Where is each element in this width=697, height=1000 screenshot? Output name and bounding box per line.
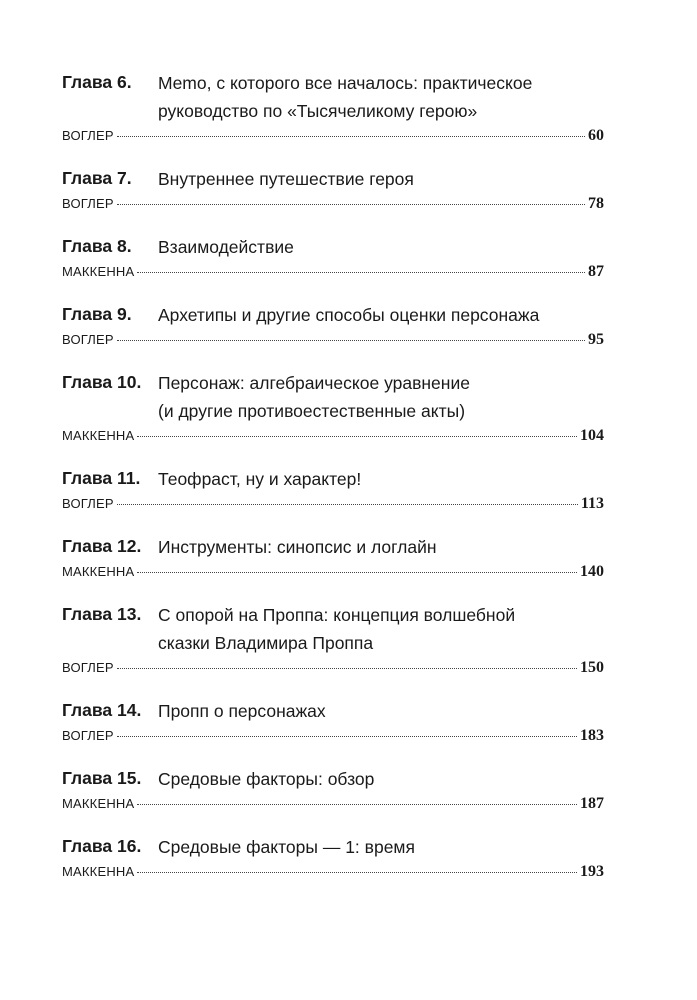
chapter-title bbox=[158, 833, 604, 861]
chapter-label: Глава 13. bbox=[62, 604, 142, 624]
chapter-title-line: Взаимодействие bbox=[158, 237, 294, 257]
chapter-line bbox=[62, 165, 604, 193]
chapter-author: ВОГЛЕР bbox=[62, 196, 114, 211]
dot-leader bbox=[117, 340, 585, 341]
page-number: 87 bbox=[588, 263, 604, 280]
chapter-title-line: Memo, с которого все началось: практическое bbox=[158, 73, 533, 93]
chapter-author: МАККЕННА bbox=[62, 264, 135, 279]
author-line bbox=[62, 495, 604, 519]
chapter-title-line: Персонаж: алгебраическое уравнение bbox=[158, 373, 470, 393]
chapter-title bbox=[158, 165, 604, 193]
chapter-label: Глава 7. bbox=[62, 168, 132, 188]
chapter-title bbox=[158, 765, 604, 793]
page-number: 95 bbox=[588, 331, 604, 348]
dot-leader bbox=[137, 572, 577, 573]
chapter-title-line: Инструменты: синопсис и логлайн bbox=[158, 537, 437, 557]
chapter-label: Глава 15. bbox=[62, 768, 142, 788]
dot-leader bbox=[137, 436, 577, 437]
page-number: 113 bbox=[580, 495, 604, 512]
toc-entry bbox=[62, 69, 604, 151]
chapter-author: МАККЕННА bbox=[62, 796, 135, 811]
chapter-title bbox=[158, 69, 604, 125]
chapter-title bbox=[158, 533, 604, 561]
chapter-author: МАККЕННА bbox=[62, 428, 135, 443]
page-number: 140 bbox=[580, 563, 604, 580]
author-line bbox=[62, 331, 604, 355]
chapter-line bbox=[62, 465, 604, 493]
toc-entry bbox=[62, 465, 604, 519]
chapter-title-line: Теофраст, ну и характер! bbox=[158, 469, 362, 489]
dot-leader bbox=[117, 504, 578, 505]
dot-leader bbox=[117, 736, 577, 737]
chapter-line bbox=[62, 369, 604, 425]
chapter-line bbox=[62, 833, 604, 861]
author-line bbox=[62, 195, 604, 219]
chapter-title bbox=[158, 233, 604, 261]
toc-entry bbox=[62, 233, 604, 287]
chapter-line bbox=[62, 697, 604, 725]
toc-entry bbox=[62, 369, 604, 451]
author-line bbox=[62, 263, 604, 287]
chapter-author: МАККЕННА bbox=[62, 864, 135, 879]
toc-entry bbox=[62, 697, 604, 751]
chapter-line bbox=[62, 301, 604, 329]
chapter-title-line: Архетипы и другие способы оценки персонажа bbox=[158, 305, 540, 325]
chapter-author: ВОГЛЕР bbox=[62, 496, 114, 511]
author-line bbox=[62, 127, 604, 151]
author-line bbox=[62, 427, 604, 451]
toc-entry bbox=[62, 165, 604, 219]
chapter-title-line: руководство по «Тысячеликому герою» bbox=[158, 101, 478, 121]
chapter-line bbox=[62, 69, 604, 125]
chapter-title-line: сказки Владимира Проппа bbox=[158, 633, 374, 653]
chapter-title-line: Средовые факторы: обзор bbox=[158, 769, 375, 789]
author-line bbox=[62, 727, 604, 751]
chapter-author: ВОГЛЕР bbox=[62, 728, 114, 743]
page-number: 193 bbox=[580, 863, 604, 880]
page-number: 187 bbox=[580, 795, 604, 812]
toc-entry bbox=[62, 833, 604, 887]
author-line bbox=[62, 795, 604, 819]
table-of-contents bbox=[62, 69, 604, 901]
chapter-author: ВОГЛЕР bbox=[62, 128, 114, 143]
chapter-title-line: Средовые факторы — 1: время bbox=[158, 837, 415, 857]
toc-entry bbox=[62, 533, 604, 587]
page-number: 78 bbox=[588, 195, 604, 212]
dot-leader bbox=[117, 668, 577, 669]
chapter-title bbox=[158, 465, 604, 493]
chapter-label: Глава 16. bbox=[62, 836, 142, 856]
chapter-title bbox=[158, 301, 604, 329]
chapter-title bbox=[158, 697, 604, 725]
chapter-title-line: Внутреннее путешествие героя bbox=[158, 169, 414, 189]
chapter-title bbox=[158, 369, 604, 425]
toc-entry bbox=[62, 301, 604, 355]
chapter-label: Глава 14. bbox=[62, 700, 142, 720]
chapter-label: Глава 6. bbox=[62, 72, 132, 92]
chapter-label: Глава 11. bbox=[62, 468, 141, 488]
toc-entry bbox=[62, 601, 604, 683]
dot-leader bbox=[137, 804, 577, 805]
page-number: 183 bbox=[580, 727, 604, 744]
dot-leader bbox=[137, 872, 577, 873]
chapter-line bbox=[62, 533, 604, 561]
dot-leader bbox=[117, 136, 585, 137]
dot-leader bbox=[117, 204, 585, 205]
chapter-label: Глава 10. bbox=[62, 372, 142, 392]
author-line bbox=[62, 863, 604, 887]
chapter-line bbox=[62, 765, 604, 793]
chapter-line bbox=[62, 233, 604, 261]
chapter-label: Глава 9. bbox=[62, 304, 132, 324]
chapter-label: Глава 8. bbox=[62, 236, 132, 256]
chapter-author: ВОГЛЕР bbox=[62, 332, 114, 347]
page-number: 104 bbox=[580, 427, 604, 444]
chapter-title bbox=[158, 601, 604, 657]
page-number: 60 bbox=[588, 127, 604, 144]
chapter-author: МАККЕННА bbox=[62, 564, 135, 579]
chapter-label: Глава 12. bbox=[62, 536, 142, 556]
dot-leader bbox=[137, 272, 585, 273]
chapter-title-line: С опорой на Проппа: концепция волшебной bbox=[158, 605, 516, 625]
chapter-title-line: (и другие противоестественные акты) bbox=[158, 401, 466, 421]
chapter-line bbox=[62, 601, 604, 657]
toc-entry bbox=[62, 765, 604, 819]
author-line bbox=[62, 659, 604, 683]
chapter-author: ВОГЛЕР bbox=[62, 660, 114, 675]
author-line bbox=[62, 563, 604, 587]
page-number: 150 bbox=[580, 659, 604, 676]
chapter-title-line: Пропп о персонажах bbox=[158, 701, 326, 721]
